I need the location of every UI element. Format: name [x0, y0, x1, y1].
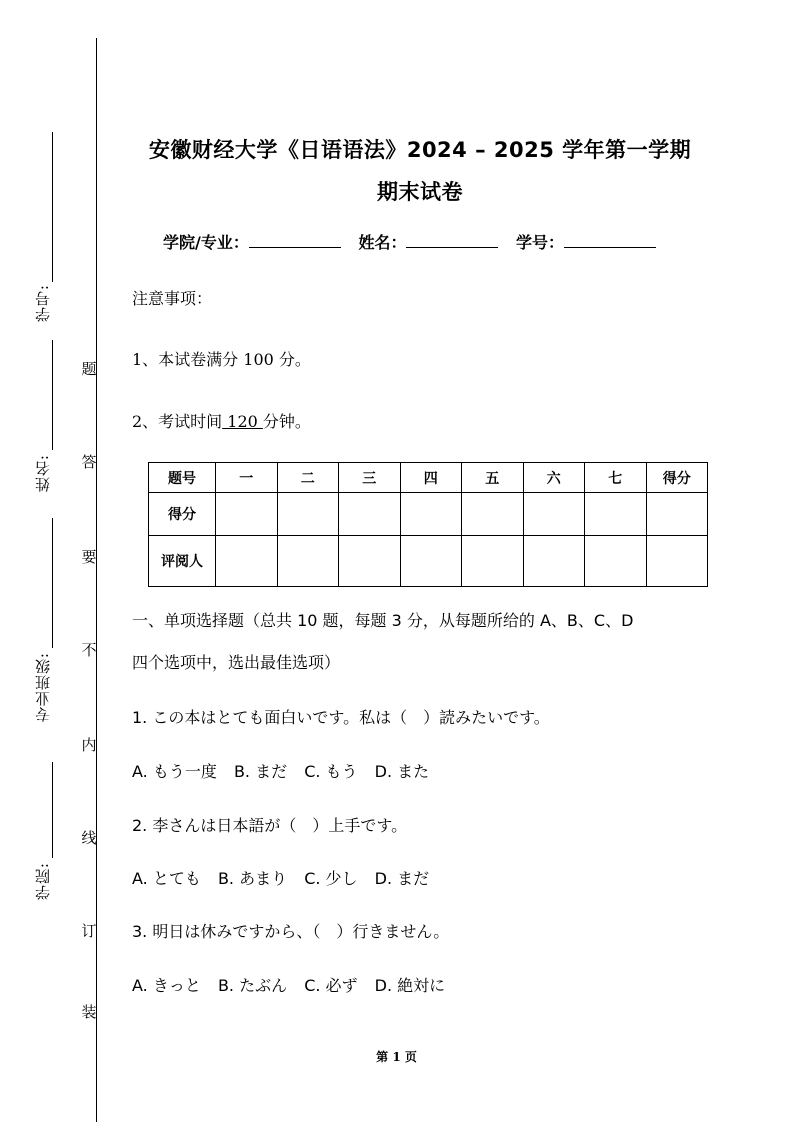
notice-item-2-suffix: 分钟。	[262, 412, 311, 431]
table-cell[interactable]	[216, 536, 278, 587]
option-c[interactable]: C. 必ず	[304, 976, 358, 995]
seal-char: 要	[81, 548, 97, 566]
exam-duration: 120	[222, 412, 263, 431]
option-c[interactable]: C. もう	[304, 762, 358, 781]
table-cell[interactable]	[523, 536, 585, 587]
table-cell[interactable]	[277, 493, 339, 536]
seal-char: 答	[81, 453, 97, 471]
id-label: 学号：	[516, 233, 565, 252]
notice-item-2-prefix: 2、考试时间	[132, 412, 223, 431]
major-class-blank	[52, 518, 53, 648]
table-cell[interactable]	[400, 493, 462, 536]
option-d[interactable]: D. まだ	[374, 869, 430, 888]
table-cell[interactable]	[646, 493, 708, 536]
seal-char: 不	[81, 641, 97, 659]
option-a[interactable]: A. とても	[132, 869, 201, 888]
table-cell[interactable]	[339, 493, 401, 536]
page-subtitle: 期末试卷	[377, 180, 463, 204]
question-3-options	[132, 973, 457, 996]
option-b[interactable]: B. あまり	[217, 869, 288, 888]
table-header-cell: 三	[339, 463, 401, 493]
table-header-cell: 四	[400, 463, 462, 493]
question-1-options	[132, 759, 441, 782]
option-c[interactable]: C. 少し	[304, 869, 358, 888]
table-cell[interactable]	[523, 493, 585, 536]
name-label: 姓名：	[358, 233, 407, 252]
seal-char: 订	[81, 922, 97, 940]
table-row	[149, 463, 708, 493]
college-major-blank[interactable]	[249, 233, 341, 248]
seal-char: 题	[81, 360, 97, 378]
page-number: 第 1 页	[376, 1050, 417, 1064]
section-1-heading-line-1: 一、单项选择题（总共 10 题，每题 3 分，从每题所给的 A、B、C、D	[132, 611, 634, 630]
table-cell[interactable]	[585, 536, 647, 587]
table-header-cell: 二	[277, 463, 339, 493]
id-blank-field[interactable]	[564, 233, 656, 248]
option-b[interactable]: B. まだ	[233, 762, 288, 781]
table-row-label: 评阅人	[149, 536, 216, 587]
binding-line	[96, 38, 97, 1122]
college-blank	[52, 762, 53, 858]
option-d[interactable]: D. 絶対に	[374, 976, 446, 995]
table-header-cell: 六	[523, 463, 585, 493]
table-header-cell: 题号	[149, 463, 216, 493]
student-info-row	[163, 230, 668, 253]
table-row	[149, 536, 708, 587]
table-row-label: 得分	[149, 493, 216, 536]
section-1-heading	[132, 600, 712, 684]
option-a[interactable]: A. もう一度	[132, 762, 217, 781]
table-cell[interactable]	[462, 493, 524, 536]
table-cell[interactable]	[585, 493, 647, 536]
side-college-label: 学院:	[34, 862, 52, 901]
table-header-cell: 得分	[646, 463, 708, 493]
notice-heading: 注意事项：	[132, 289, 213, 308]
table-cell[interactable]	[646, 536, 708, 587]
side-major-class-label: 专业班级:	[34, 652, 52, 723]
side-name-label: 姓名:	[34, 454, 52, 493]
seal-char: 内	[81, 736, 97, 754]
seal-char: 装	[81, 1003, 97, 1021]
option-b[interactable]: B. たぶん	[217, 976, 288, 995]
question-2-stem: 2. 李さんは日本語が（ ）上手です。	[132, 816, 408, 835]
option-a[interactable]: A. きっと	[132, 976, 201, 995]
question-1-stem: 1. この本はとても面白いです。私は（ ）読みたいです。	[132, 708, 550, 727]
table-cell[interactable]	[277, 536, 339, 587]
question-3-stem: 3. 明日は休みですから、（ ）行きません。	[132, 922, 450, 941]
question-2-options	[132, 866, 441, 889]
table-row	[149, 493, 708, 536]
table-cell[interactable]	[400, 536, 462, 587]
name-blank	[52, 340, 53, 450]
name-blank-field[interactable]	[406, 233, 498, 248]
table-cell[interactable]	[339, 536, 401, 587]
table-header-cell: 五	[462, 463, 524, 493]
table-header-cell: 一	[216, 463, 278, 493]
side-student-id-label: 学号:	[34, 284, 52, 323]
table-header-cell: 七	[585, 463, 647, 493]
page-title: 安徽财经大学《日语语法》2024 – 2025 学年第一学期	[148, 138, 692, 162]
table-cell[interactable]	[462, 536, 524, 587]
student-id-blank	[52, 132, 53, 282]
seal-char: 线	[81, 829, 97, 847]
section-1-heading-line-2: 四个选项中，选出最佳选项）	[132, 653, 341, 672]
notice-item-2	[132, 409, 311, 432]
score-table	[148, 462, 708, 587]
notice-item-1: 1、本试卷满分 100 分。	[132, 350, 311, 369]
option-d[interactable]: D. また	[374, 762, 430, 781]
table-cell[interactable]	[216, 493, 278, 536]
college-major-label: 学院/专业：	[163, 233, 249, 252]
